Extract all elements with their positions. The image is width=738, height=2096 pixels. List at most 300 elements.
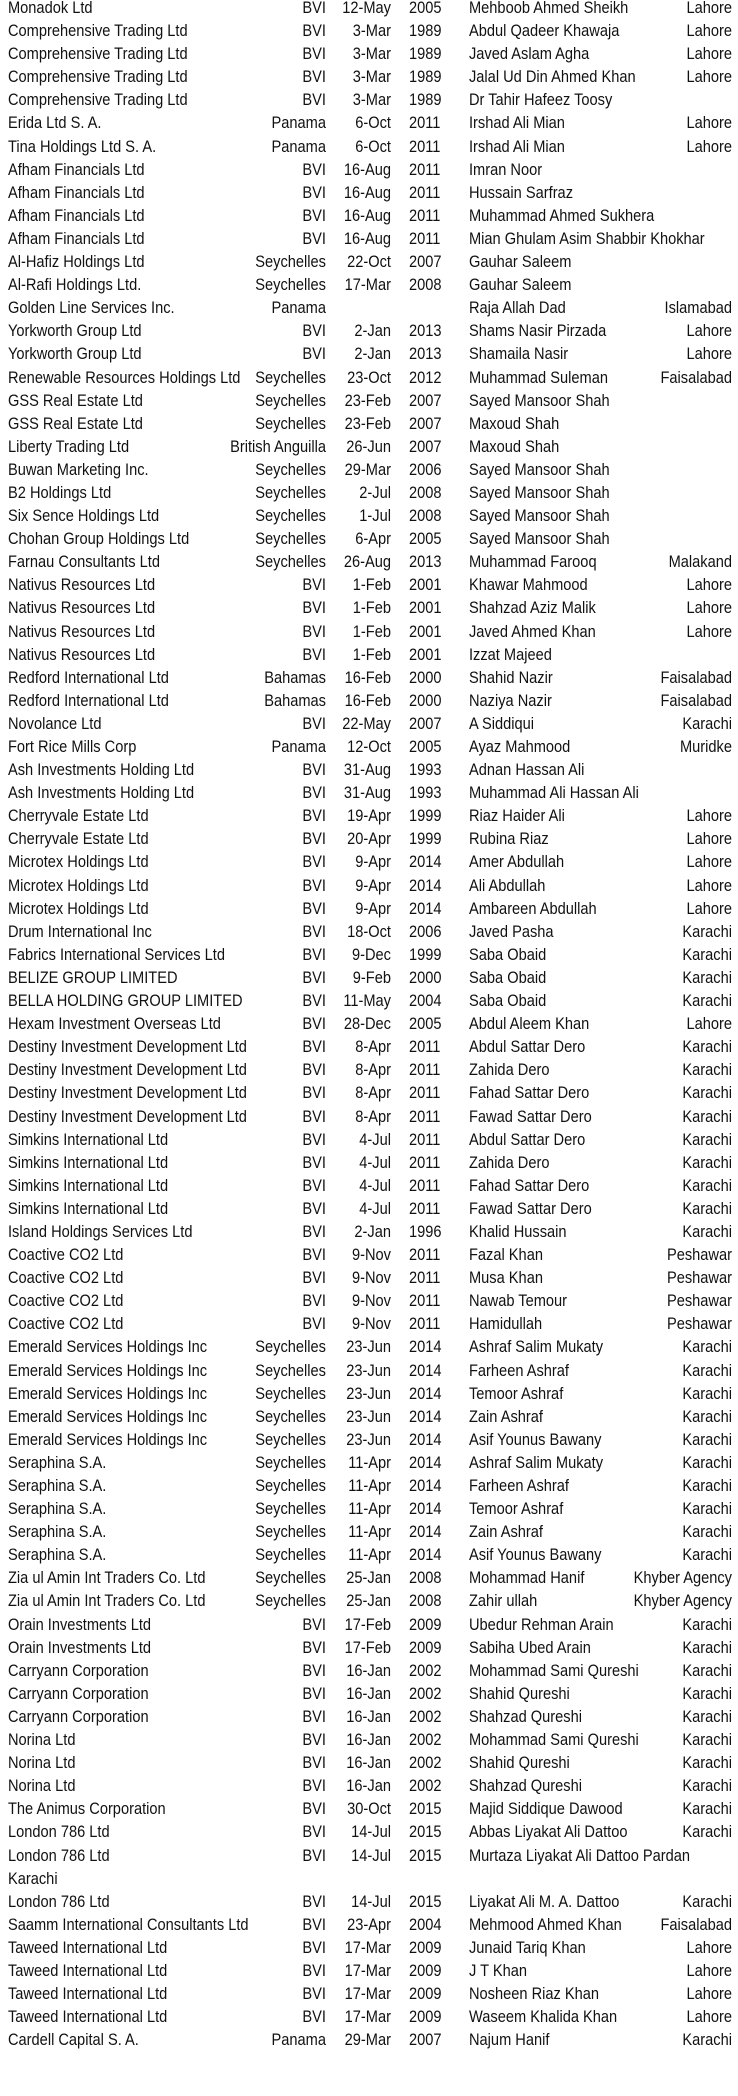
date-cell: 25-Jan bbox=[346, 1591, 391, 1611]
person-cell: Sabiha Ubed Arain bbox=[468, 1637, 591, 1657]
year-cell: 2006 bbox=[408, 921, 442, 941]
country-cell: BVI bbox=[302, 921, 326, 941]
year-cell: 2011 bbox=[408, 1037, 441, 1057]
city-cell: Karachi bbox=[682, 1660, 732, 1680]
city-cell: Lahore bbox=[686, 2007, 732, 2027]
company-cell: Karachi bbox=[7, 1868, 58, 1888]
year-cell: 2011 bbox=[408, 1268, 441, 1288]
date-cell: 31-Aug bbox=[343, 760, 391, 780]
country-cell: BVI bbox=[302, 1245, 326, 1265]
company-cell: Zia ul Amin Int Traders Co. Ltd bbox=[7, 1568, 206, 1588]
country-cell: Bahamas bbox=[264, 667, 326, 687]
company-cell: Emerald Services Holdings Inc bbox=[7, 1337, 208, 1357]
person-cell: Abdul Aleem Khan bbox=[468, 1014, 590, 1034]
year-cell: 2000 bbox=[408, 690, 442, 710]
date-cell: 16-Jan bbox=[346, 1683, 391, 1703]
year-cell: 2007 bbox=[408, 252, 442, 272]
year-cell: 2015 bbox=[408, 1799, 442, 1819]
person-cell: Javed Aslam Agha bbox=[468, 44, 590, 64]
company-cell: Monadok Ltd bbox=[7, 0, 93, 17]
country-cell: Seychelles bbox=[255, 1337, 326, 1357]
country-cell: BVI bbox=[302, 159, 326, 179]
year-cell: 2008 bbox=[408, 1568, 442, 1588]
city-cell: Karachi bbox=[682, 1776, 732, 1796]
date-cell: 1-Feb bbox=[352, 598, 391, 618]
year-cell: 2007 bbox=[408, 390, 442, 410]
country-cell: BVI bbox=[302, 713, 326, 733]
table-row bbox=[0, 712, 738, 735]
country-cell: British Anguilla bbox=[230, 436, 326, 456]
year-cell: 2004 bbox=[408, 991, 442, 1011]
date-cell: 6-Oct bbox=[355, 136, 391, 156]
date-cell: 16-Jan bbox=[346, 1753, 391, 1773]
country-cell: Seychelles bbox=[255, 1383, 326, 1403]
country-cell: BVI bbox=[302, 1637, 326, 1657]
company-cell: Carryann Corporation bbox=[7, 1683, 149, 1703]
company-cell: Nativus Resources Ltd bbox=[7, 575, 156, 595]
date-cell: 30-Oct bbox=[347, 1799, 391, 1819]
person-cell: Abdul Sattar Dero bbox=[468, 1037, 586, 1057]
country-cell: BVI bbox=[302, 21, 326, 41]
date-cell: 26-Aug bbox=[343, 552, 391, 572]
country-cell: BVI bbox=[302, 1037, 326, 1057]
year-cell: 2014 bbox=[408, 1499, 442, 1519]
country-cell: BVI bbox=[302, 1683, 326, 1703]
company-cell: Taweed International Ltd bbox=[7, 1937, 168, 1957]
city-cell: Karachi bbox=[682, 1499, 732, 1519]
person-cell: Asif Younus Bawany bbox=[468, 1429, 602, 1449]
company-cell: Coactive CO2 Ltd bbox=[7, 1291, 124, 1311]
person-cell: Sayed Mansoor Shah bbox=[468, 459, 610, 479]
company-cell: Seraphina S.A. bbox=[7, 1499, 107, 1519]
year-cell: 2011 bbox=[408, 1175, 441, 1195]
date-cell: 31-Aug bbox=[343, 783, 391, 803]
country-cell: BVI bbox=[302, 1614, 326, 1634]
date-cell: 28-Dec bbox=[343, 1014, 391, 1034]
country-cell: BVI bbox=[302, 344, 326, 364]
person-cell: Saba Obaid bbox=[468, 967, 547, 987]
city-cell: Lahore bbox=[686, 875, 732, 895]
date-cell: 9-Nov bbox=[351, 1268, 391, 1288]
year-cell: 2008 bbox=[408, 506, 442, 526]
city-cell: Karachi bbox=[682, 1383, 732, 1403]
date-cell: 23-Oct bbox=[347, 367, 391, 387]
country-cell: BVI bbox=[302, 1660, 326, 1680]
company-cell: Microtex Holdings Ltd bbox=[7, 852, 149, 872]
person-cell: Shahid Qureshi bbox=[468, 1753, 570, 1773]
company-cell: Afham Financials Ltd bbox=[7, 205, 145, 225]
city-cell: Karachi bbox=[682, 1060, 732, 1080]
year-cell: 2011 bbox=[408, 1291, 441, 1311]
person-cell: Mian Ghulam Asim Shabbir Khokhar bbox=[468, 228, 705, 248]
person-cell: Adnan Hassan Ali bbox=[468, 760, 585, 780]
city-cell: Karachi bbox=[682, 1683, 732, 1703]
date-cell: 16-Aug bbox=[343, 228, 391, 248]
table-row bbox=[0, 1266, 738, 1289]
year-cell: 2005 bbox=[408, 0, 442, 17]
company-cell: GSS Real Estate Ltd bbox=[7, 390, 143, 410]
person-cell: Sayed Mansoor Shah bbox=[468, 506, 610, 526]
year-cell: 2009 bbox=[408, 2007, 442, 2027]
company-cell: Drum International Inc bbox=[7, 921, 152, 941]
year-cell: 2002 bbox=[408, 1753, 442, 1773]
company-cell: Golden Line Services Inc. bbox=[7, 298, 175, 318]
city-cell: Karachi bbox=[682, 1406, 732, 1426]
company-cell: Afham Financials Ltd bbox=[7, 182, 145, 202]
company-cell: Cherryvale Estate Ltd bbox=[7, 806, 149, 826]
company-cell: Comprehensive Trading Ltd bbox=[7, 21, 188, 41]
date-cell: 22-Oct bbox=[347, 252, 391, 272]
table-row bbox=[0, 1312, 738, 1335]
table-row bbox=[0, 596, 738, 619]
company-cell: Six Sence Holdings Ltd bbox=[7, 506, 160, 526]
date-cell: 14-Jul bbox=[351, 1845, 391, 1865]
company-cell: Novolance Ltd bbox=[7, 713, 102, 733]
company-cell: BELIZE GROUP LIMITED bbox=[7, 967, 178, 987]
date-cell: 11-Apr bbox=[348, 1522, 391, 1542]
country-cell: Seychelles bbox=[255, 529, 326, 549]
city-cell: Karachi bbox=[682, 1753, 732, 1773]
date-cell: 17-Mar bbox=[344, 1984, 391, 2004]
person-cell: Zahida Dero bbox=[468, 1152, 550, 1172]
table-row bbox=[0, 1543, 738, 1566]
date-cell: 4-Jul bbox=[359, 1198, 391, 1218]
country-cell: Panama bbox=[271, 113, 326, 133]
person-cell: Maxoud Shah bbox=[468, 413, 560, 433]
country-cell: Seychelles bbox=[255, 413, 326, 433]
date-cell: 9-Apr bbox=[355, 898, 391, 918]
country-cell: BVI bbox=[302, 205, 326, 225]
city-cell: Karachi bbox=[682, 1360, 732, 1380]
date-cell: 11-Apr bbox=[348, 1476, 391, 1495]
table-row bbox=[0, 0, 738, 19]
person-cell: Abbas Liyakat Ali Dattoo bbox=[468, 1822, 628, 1842]
date-cell: 3-Mar bbox=[352, 21, 391, 41]
country-cell: Seychelles bbox=[255, 275, 326, 295]
year-cell: 2011 bbox=[408, 1060, 441, 1080]
city-cell: Peshawar bbox=[666, 1314, 732, 1334]
year-cell: 2001 bbox=[408, 621, 442, 641]
country-cell: BVI bbox=[302, 898, 326, 918]
company-cell: Norina Ltd bbox=[7, 1730, 76, 1750]
company-cell: Cherryvale Estate Ltd bbox=[7, 829, 149, 849]
country-cell: BVI bbox=[302, 1198, 326, 1218]
person-cell: Najum Hanif bbox=[468, 2030, 550, 2050]
date-cell: 16-Feb bbox=[344, 667, 391, 687]
city-cell: Lahore bbox=[686, 321, 732, 341]
company-cell: Redford International Ltd bbox=[7, 690, 169, 710]
year-cell: 2005 bbox=[408, 529, 442, 549]
city-cell: Karachi bbox=[682, 1822, 732, 1842]
country-cell: BVI bbox=[302, 621, 326, 641]
table-row bbox=[0, 1913, 738, 1936]
date-cell: 17-Mar bbox=[344, 275, 391, 295]
year-cell: 2004 bbox=[408, 1914, 442, 1934]
company-cell: Destiny Investment Development Ltd bbox=[7, 1083, 247, 1103]
city-cell: Karachi bbox=[682, 1730, 732, 1750]
company-cell: Carryann Corporation bbox=[7, 1706, 149, 1726]
year-cell: 2001 bbox=[408, 644, 442, 664]
date-cell: 8-Apr bbox=[355, 1106, 391, 1126]
date-cell: 11-Apr bbox=[348, 1545, 391, 1565]
person-cell: Sayed Mansoor Shah bbox=[468, 482, 610, 502]
company-cell: Chohan Group Holdings Ltd bbox=[7, 529, 190, 549]
city-cell: Lahore bbox=[686, 598, 732, 618]
person-cell: Waseem Khalida Khan bbox=[468, 2007, 618, 2027]
year-cell: 2014 bbox=[408, 1337, 442, 1357]
table-row bbox=[0, 342, 738, 365]
table-row bbox=[0, 1128, 738, 1151]
country-cell: BVI bbox=[302, 1937, 326, 1957]
person-cell: Murtaza Liyakat Ali Dattoo Pardan bbox=[468, 1845, 691, 1865]
company-cell: Zia ul Amin Int Traders Co. Ltd bbox=[7, 1591, 206, 1611]
year-cell: 2015 bbox=[408, 1845, 442, 1865]
table-row bbox=[0, 804, 738, 827]
year-cell: 2011 bbox=[408, 159, 441, 179]
country-cell: BVI bbox=[302, 1776, 326, 1796]
date-cell: 23-Apr bbox=[347, 1914, 391, 1934]
table-row bbox=[0, 1520, 738, 1543]
table-row bbox=[0, 158, 738, 181]
city-cell: Lahore bbox=[686, 44, 732, 64]
table-row bbox=[0, 1497, 738, 1520]
date-cell: 1-Jul bbox=[359, 506, 391, 526]
country-cell: BVI bbox=[302, 1314, 326, 1334]
person-cell: Musa Khan bbox=[468, 1268, 543, 1288]
date-cell: 4-Jul bbox=[359, 1175, 391, 1195]
year-cell: 2011 bbox=[408, 1129, 441, 1149]
person-cell: Riaz Haider Ali bbox=[468, 806, 565, 826]
company-cell: Emerald Services Holdings Inc bbox=[7, 1429, 208, 1449]
date-cell: 11-Apr bbox=[348, 1499, 391, 1519]
year-cell: 2002 bbox=[408, 1776, 442, 1796]
country-cell: BVI bbox=[302, 1106, 326, 1126]
date-cell: 16-Jan bbox=[346, 1706, 391, 1726]
table-row bbox=[0, 1844, 738, 1867]
city-cell: Lahore bbox=[686, 136, 732, 156]
city-cell: Faisalabad bbox=[660, 1914, 732, 1934]
city-cell: Karachi bbox=[682, 1083, 732, 1103]
country-cell: Panama bbox=[271, 136, 326, 156]
table-row bbox=[0, 19, 738, 42]
country-cell: BVI bbox=[302, 1129, 326, 1149]
table-row bbox=[0, 643, 738, 666]
date-cell: 8-Apr bbox=[355, 1037, 391, 1057]
table-row bbox=[0, 1636, 738, 1659]
country-cell: BVI bbox=[302, 1845, 326, 1865]
city-cell: Lahore bbox=[686, 1937, 732, 1957]
date-cell: 29-Mar bbox=[344, 459, 391, 479]
date-cell: 3-Mar bbox=[352, 67, 391, 87]
table-row bbox=[0, 181, 738, 204]
city-cell: Karachi bbox=[682, 1037, 732, 1057]
person-cell: Mohammad Sami Qureshi bbox=[468, 1660, 639, 1680]
table-row bbox=[0, 250, 738, 273]
year-cell: 2007 bbox=[408, 413, 442, 433]
city-cell: Karachi bbox=[682, 1429, 732, 1449]
table-row bbox=[0, 65, 738, 88]
year-cell: 1989 bbox=[408, 21, 442, 41]
person-cell: Izzat Majeed bbox=[468, 644, 552, 664]
table-row bbox=[0, 1890, 738, 1913]
date-cell: 9-Nov bbox=[351, 1314, 391, 1334]
table-row bbox=[0, 135, 738, 158]
table-row bbox=[0, 943, 738, 966]
country-cell: Seychelles bbox=[255, 506, 326, 526]
date-cell: 14-Jul bbox=[351, 1891, 391, 1911]
table-row bbox=[0, 827, 738, 850]
year-cell: 2008 bbox=[408, 275, 442, 295]
person-cell: Abdul Qadeer Khawaja bbox=[468, 21, 620, 41]
person-cell: Majid Siddique Dawood bbox=[468, 1799, 623, 1819]
year-cell: 2015 bbox=[408, 1822, 442, 1842]
company-cell: The Animus Corporation bbox=[7, 1799, 166, 1819]
company-cell: Emerald Services Holdings Inc bbox=[7, 1360, 208, 1380]
city-cell: Karachi bbox=[682, 967, 732, 987]
year-cell: 2002 bbox=[408, 1730, 442, 1750]
person-cell: Shahid Nazir bbox=[468, 667, 553, 687]
year-cell: 2011 bbox=[408, 1198, 441, 1218]
person-cell: Irshad Ali Mian bbox=[468, 136, 565, 156]
date-cell: 3-Mar bbox=[352, 90, 391, 110]
person-cell: Fawad Sattar Dero bbox=[468, 1198, 592, 1218]
table-row bbox=[0, 458, 738, 481]
table-row bbox=[0, 1751, 738, 1774]
city-cell: Peshawar bbox=[666, 1291, 732, 1311]
table-row bbox=[0, 1566, 738, 1589]
city-cell: Lahore bbox=[686, 621, 732, 641]
table-row bbox=[0, 1936, 738, 1959]
country-cell: Seychelles bbox=[255, 1452, 326, 1472]
person-cell: Javed Pasha bbox=[468, 921, 554, 941]
country-cell: BVI bbox=[302, 991, 326, 1011]
date-cell: 2-Jan bbox=[354, 344, 391, 364]
year-cell: 2001 bbox=[408, 575, 442, 595]
country-cell: BVI bbox=[302, 875, 326, 895]
date-cell: 11-Apr bbox=[348, 1452, 391, 1472]
company-cell: Tina Holdings Ltd S. A. bbox=[7, 136, 157, 156]
person-cell: Zahida Dero bbox=[468, 1060, 550, 1080]
person-cell: Muhammad Ahmed Sukhera bbox=[468, 205, 655, 225]
company-cell: Taweed International Ltd bbox=[7, 1960, 168, 1980]
table-row bbox=[0, 204, 738, 227]
country-cell: Bahamas bbox=[264, 690, 326, 710]
table-row bbox=[0, 550, 738, 573]
company-cell: Norina Ltd bbox=[7, 1776, 76, 1796]
city-cell: Karachi bbox=[682, 1106, 732, 1126]
company-cell: Fabrics International Services Ltd bbox=[7, 944, 225, 964]
city-cell: Karachi bbox=[682, 1545, 732, 1565]
table-row bbox=[0, 2005, 738, 2028]
table-row bbox=[0, 227, 738, 250]
table-row bbox=[0, 1705, 738, 1728]
person-cell: Zain Ashraf bbox=[468, 1522, 543, 1542]
company-cell: B2 Holdings Ltd bbox=[7, 482, 112, 502]
date-cell: 9-Nov bbox=[351, 1245, 391, 1265]
date-cell: 20-Apr bbox=[347, 829, 391, 849]
table-row bbox=[0, 1243, 738, 1266]
company-cell: Orain Investments Ltd bbox=[7, 1614, 152, 1634]
person-cell: Amer Abdullah bbox=[468, 852, 565, 872]
city-cell: Karachi bbox=[682, 1198, 732, 1218]
date-cell: 16-Jan bbox=[346, 1776, 391, 1796]
country-cell: BVI bbox=[302, 1291, 326, 1311]
country-cell: Panama bbox=[271, 737, 326, 756]
country-cell: BVI bbox=[302, 0, 326, 17]
year-cell: 2014 bbox=[408, 1406, 442, 1426]
table-row bbox=[0, 620, 738, 643]
date-cell: 14-Jul bbox=[351, 1822, 391, 1842]
person-cell: Ashraf Salim Mukaty bbox=[468, 1452, 604, 1472]
date-cell: 2-Jan bbox=[354, 321, 391, 341]
city-cell: Khyber Agency bbox=[633, 1568, 732, 1588]
year-cell: 2014 bbox=[408, 875, 442, 895]
year-cell: 2007 bbox=[408, 713, 442, 733]
city-cell: Lahore bbox=[686, 1014, 732, 1034]
year-cell: 2011 bbox=[408, 136, 441, 156]
person-cell: Mehmood Ahmed Khan bbox=[468, 1914, 622, 1934]
company-cell: Afham Financials Ltd bbox=[7, 159, 145, 179]
date-cell: 16-Feb bbox=[344, 690, 391, 710]
date-cell: 17-Mar bbox=[344, 1937, 391, 1957]
person-cell: Shahzad Qureshi bbox=[468, 1776, 582, 1796]
country-cell: Seychelles bbox=[255, 459, 326, 479]
city-cell: Lahore bbox=[686, 113, 732, 133]
year-cell: 2000 bbox=[408, 967, 442, 987]
year-cell: 2011 bbox=[408, 1314, 441, 1334]
table-row bbox=[0, 573, 738, 596]
city-cell: Lahore bbox=[686, 344, 732, 364]
table-row bbox=[0, 1659, 738, 1682]
city-cell: Lahore bbox=[686, 898, 732, 918]
table-row bbox=[0, 2028, 738, 2051]
date-cell: 9-Dec bbox=[351, 944, 391, 964]
year-cell: 2009 bbox=[408, 1637, 442, 1657]
person-cell: Mohammad Hanif bbox=[468, 1568, 585, 1588]
country-cell: BVI bbox=[302, 321, 326, 341]
country-cell: Seychelles bbox=[255, 552, 326, 572]
company-cell: Ash Investments Holding Ltd bbox=[7, 783, 195, 803]
year-cell: 2014 bbox=[408, 1360, 442, 1380]
table-row bbox=[0, 88, 738, 111]
company-cell: Farnau Consultants Ltd bbox=[7, 552, 160, 572]
year-cell: 1993 bbox=[408, 760, 442, 780]
year-cell: 2002 bbox=[408, 1706, 442, 1726]
person-cell: Rubina Riaz bbox=[468, 829, 549, 849]
country-cell: Seychelles bbox=[255, 482, 326, 502]
table-row bbox=[0, 989, 738, 1012]
table-row bbox=[0, 1451, 738, 1474]
city-cell: Faisalabad bbox=[660, 367, 732, 387]
table-row bbox=[0, 1335, 738, 1358]
company-cell: Island Holdings Services Ltd bbox=[7, 1221, 193, 1241]
person-cell: Khawar Mahmood bbox=[468, 575, 588, 595]
country-cell: Panama bbox=[271, 2030, 326, 2050]
year-cell: 2014 bbox=[408, 1452, 442, 1472]
country-cell: BVI bbox=[302, 1268, 326, 1288]
country-cell: BVI bbox=[302, 852, 326, 872]
person-cell: Maxoud Shah bbox=[468, 436, 560, 456]
city-cell: Peshawar bbox=[666, 1245, 732, 1265]
company-cell: Seraphina S.A. bbox=[7, 1545, 107, 1565]
city-cell: Karachi bbox=[682, 1799, 732, 1819]
country-cell: Seychelles bbox=[255, 1406, 326, 1426]
company-cell: Coactive CO2 Ltd bbox=[7, 1268, 124, 1288]
person-cell: Abdul Sattar Dero bbox=[468, 1129, 586, 1149]
country-cell: Seychelles bbox=[255, 367, 326, 387]
person-cell: Sayed Mansoor Shah bbox=[468, 390, 610, 410]
country-cell: BVI bbox=[302, 1822, 326, 1842]
